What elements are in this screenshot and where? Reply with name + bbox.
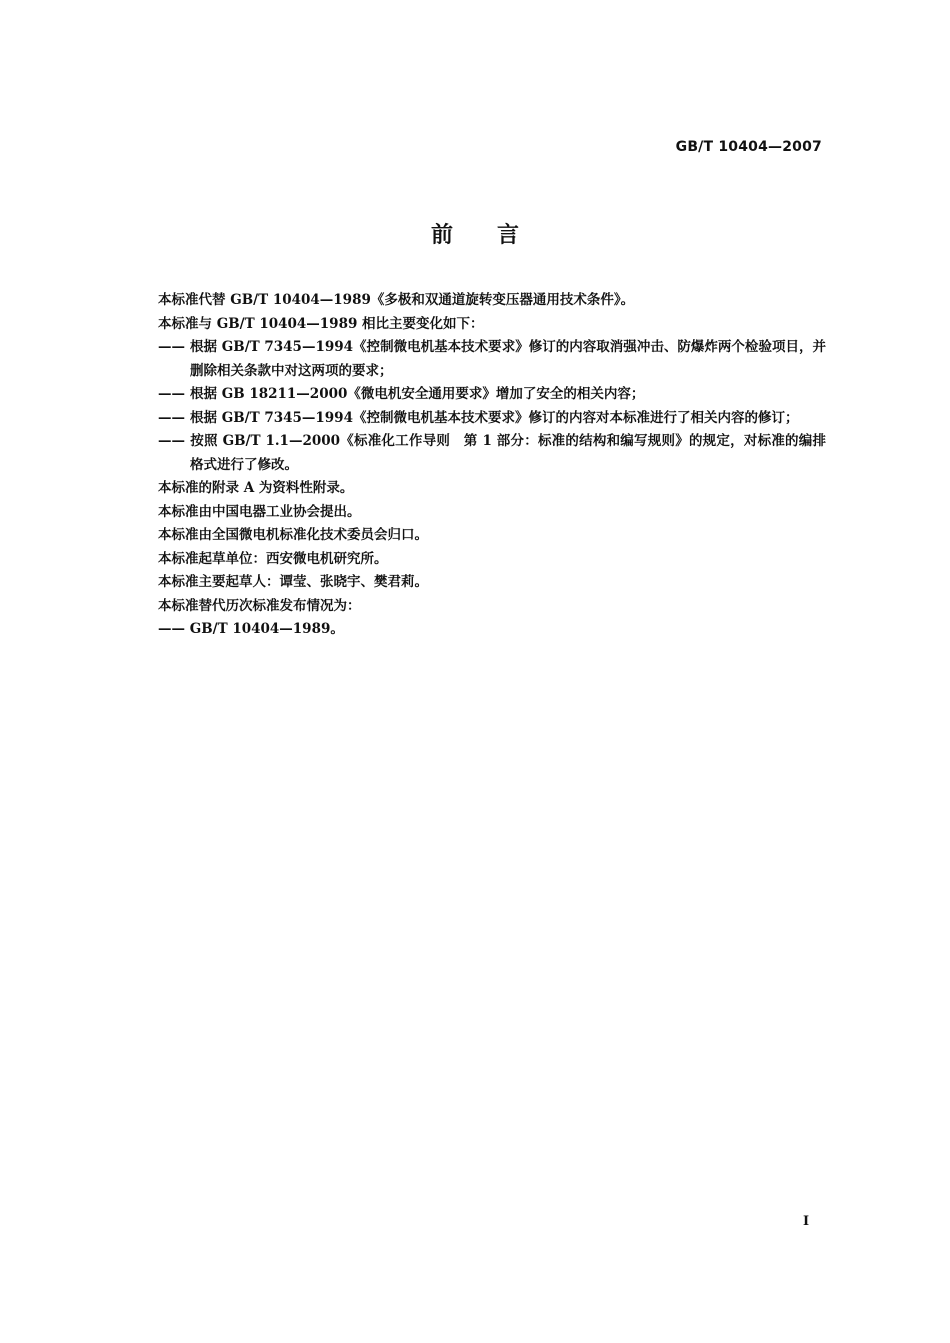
list-dash: —— <box>158 621 185 637</box>
change-item <box>158 336 826 383</box>
change-item-text: 根据 GB 18211—2000《微电机安全通用要求》增加了安全的相关内容； <box>190 386 645 402</box>
appendix-note: 本标准的附录 A 为资料性附录。 <box>158 480 354 496</box>
foreword-body <box>158 289 826 642</box>
list-dash: —— <box>158 409 185 426</box>
history-item <box>158 618 826 642</box>
history-intro: 本标准替代历次标准发布情况为： <box>158 597 361 614</box>
page-number: I <box>803 1214 810 1229</box>
history-item-text: GB/T 10404—1989。 <box>189 621 344 637</box>
change-item <box>158 407 826 431</box>
change-item-text: 根据 GB/T 7345—1994《控制微电机基本技术要求》修订的内容取消强冲击、防爆炸两个检验项目，并删除相关条款中对这两项的要求； <box>190 339 826 379</box>
standard-code: GB/T 10404—2007 <box>675 139 822 155</box>
change-item <box>158 383 826 407</box>
list-dash: —— <box>158 339 185 355</box>
drafting-unit-note: 本标准起草单位：西安微电机研究所。 <box>158 550 388 567</box>
committee-note: 本标准由全国微电机标准化技术委员会归口。 <box>158 527 428 543</box>
changes-intro: 本标准与 GB/T 10404—1989 相比主要变化如下： <box>158 315 484 332</box>
change-item-text: 按照 GB/T 1.1—2000《标准化工作导则 第 1 部分：标准的结构和编写规则》的规定，对标准的编排格式进行了修改。 <box>190 433 826 473</box>
drafters-note: 本标准主要起草人：谭莹、张晓宇、樊君莉。 <box>158 574 428 590</box>
change-item <box>158 430 826 477</box>
replacement-statement: 本标准代替 GB/T 10404—1989《多极和双通道旋转变压器通用技术条件》。 <box>158 292 635 308</box>
page-title: 前言 <box>430 223 563 248</box>
change-item-text: 根据 GB/T 7345—1994《控制微电机基本技术要求》修订的内容对本标准进行了相关内容的修订； <box>190 409 799 426</box>
list-dash: —— <box>158 386 185 402</box>
proposer-note: 本标准由中国电器工业协会提出。 <box>158 503 361 520</box>
list-dash: —— <box>158 433 185 449</box>
